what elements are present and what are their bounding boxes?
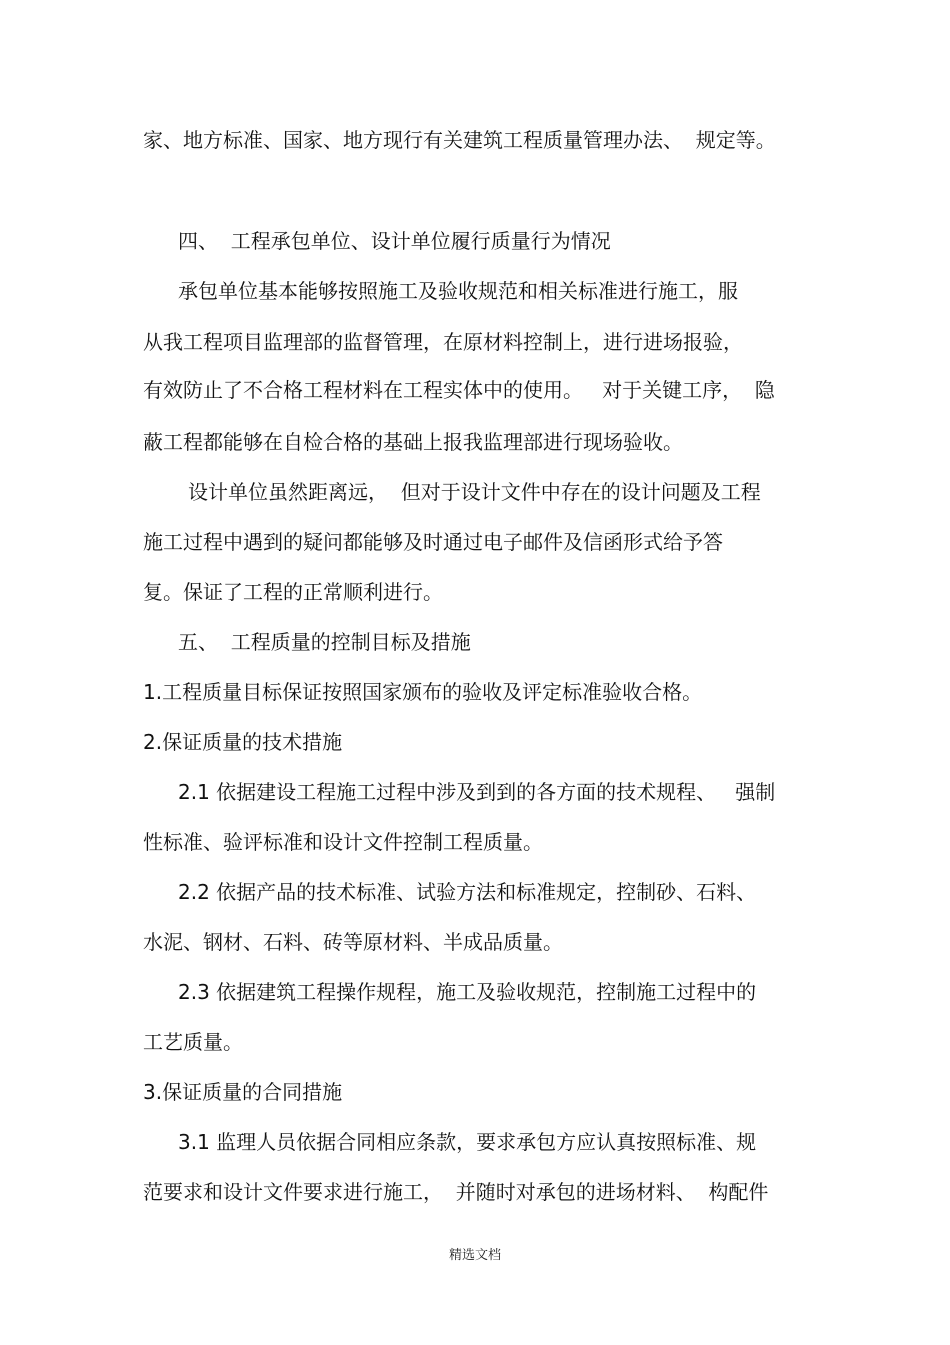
text-line: 家、地方标准、国家、地方现行有关建筑工程质量管理办法、 规定等。 bbox=[143, 128, 776, 152]
text-line: 范要求和设计文件要求进行施工， 并随时对承包的进场材料、 构配件 bbox=[143, 1180, 769, 1204]
subsection-heading: 2.保证质量的技术措施 bbox=[143, 730, 343, 754]
text-line: 1.工程质量目标保证按照国家颁布的验收及评定标准验收合格。 bbox=[143, 680, 703, 704]
section-heading: 五、 工程质量的控制目标及措施 bbox=[178, 630, 471, 654]
text-line: 2.2 依据产品的技术标准、试验方法和标准规定，控制砂、石料、 bbox=[178, 880, 757, 904]
text-line: 有效防止了不合格工程材料在工程实体中的使用。 对于关键工序， 隐 bbox=[143, 378, 775, 402]
text-line: 施工过程中遇到的疑问都能够及时通过电子邮件及信函形式给予答 bbox=[143, 530, 723, 554]
text-line: 从我工程项目监理部的监督管理，在原材料控制上，进行进场报验， bbox=[143, 330, 743, 354]
text-line: 承包单位基本能够按照施工及验收规范和相关标准进行施工，服 bbox=[178, 279, 738, 303]
page-footer: 精选文档 bbox=[448, 1248, 501, 1263]
text-line: 工艺质量。 bbox=[143, 1030, 243, 1054]
text-line: 2.1 依据建设工程施工过程中涉及到到的各方面的技术规程、 强制 bbox=[178, 780, 776, 804]
section-heading: 四、 工程承包单位、设计单位履行质量行为情况 bbox=[178, 229, 611, 253]
text-line: 水泥、钢材、石料、砖等原材料、半成品质量。 bbox=[143, 930, 563, 954]
text-line: 性标准、验评标准和设计文件控制工程质量。 bbox=[143, 830, 543, 854]
text-line: 蔽工程都能够在自检合格的基础上报我监理部进行现场验收。 bbox=[143, 430, 683, 454]
subsection-heading: 3.保证质量的合同措施 bbox=[143, 1080, 343, 1104]
text-line: 2.3 依据建筑工程操作规程，施工及验收规范，控制施工过程中的 bbox=[178, 980, 757, 1004]
text-line: 设计单位虽然距离远， 但对于设计文件中存在的设计问题及工程 bbox=[188, 480, 761, 504]
text-line: 3.1 监理人员依据合同相应条款，要求承包方应认真按照标准、规 bbox=[178, 1130, 757, 1154]
text-line: 复。保证了工程的正常顺利进行。 bbox=[143, 580, 443, 604]
